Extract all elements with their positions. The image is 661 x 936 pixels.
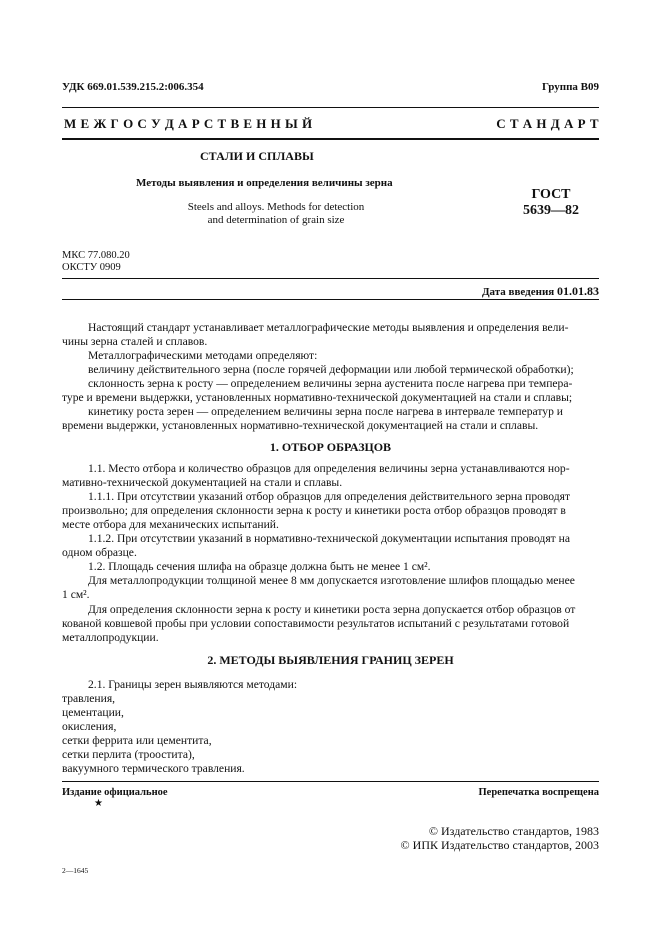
gost-number: 5639—82 [523,203,579,218]
intro-p5-line2: времени выдержки, установленных нормативно-технической документацией на стали и сплавы. [62,419,539,432]
document-title: СТАЛИ И СПЛАВЫ [200,149,314,163]
gost-label: ГОСТ [531,187,571,202]
star-icon: ★ [94,798,103,809]
s1-2b-line1: Для металлопродукции толщиной менее 8 мм допускается изготовление шлифов площадью менее [88,574,575,587]
effective-date-value: 01.01.83 [557,284,599,298]
s2-1: 2.1. Границы зерен выявляются методами: [88,678,298,691]
footer-divider [62,781,599,782]
okstu-code: ОКСТУ 0909 [62,262,121,273]
top-divider [62,107,599,108]
effective-date-label: Дата введения [481,286,555,298]
s1-1-2-line1: 1.1.2. При отсутствии указаний в нормативно-технической документации испытания проводят на [88,532,570,545]
section2-heading: 2. МЕТОДЫ ВЫЯВЛЕНИЯ ГРАНИЦ ЗЕРЕН [207,653,454,667]
date-divider [62,299,599,300]
method-item: сетки перлита (троостита), [62,748,195,761]
english-title-line2: and determination of grain size [207,214,345,226]
s1-2c-line1: Для определения склонности зерна к росту и кинетики роста зерна допускается отбор образцов от [88,603,576,616]
s1-1-1-line2: произвольно; для определения склонности зерна к росту и кинетики роста отбор образцов проводят в [62,504,566,517]
group-code: Группа В09 [541,81,599,93]
s1-2: 1.2. Площадь сечения шлифа на образце должна быть не менее 1 см². [88,560,431,573]
official-edition: Издание официальное [62,787,168,798]
intro-p5-line1: кинетику роста зерен — определением величины зерна после нагрева в интервале температур и [88,405,563,418]
copyright-1983: © Издательство стандартов, 1983 [428,824,599,838]
s1-1-2-line2: одном образце. [62,546,137,559]
s1-1-line2: мативно-технической документацией на стали и сплавы. [62,476,343,489]
udk-code: УДК 669.01.539.215.2:006.354 [62,81,204,93]
section1-heading: 1. ОТБОР ОБРАЗЦОВ [269,440,392,454]
intro-p2: Металлографическими методами определяют: [88,349,318,362]
intro-p4-line1: склонность зерна к росту — определением величины зерна аустенита после нагрева при темпера- [88,377,573,390]
reprint-notice: Перепечатка воспрещена [478,787,599,798]
english-title-line1: Steels and alloys. Methods for detection [187,201,365,213]
intro-p4-line2: туре и времени выдержки, установленных нормативно-технической документацией на стали и сплавы; [62,391,573,404]
intro-p1-line2: чины зерна сталей и сплавов. [62,335,208,348]
copyright-2003: © ИПК Издательство стандартов, 2003 [400,838,599,852]
method-item: сетки феррита или цементита, [62,734,212,747]
s1-1-1-line1: 1.1.1. При отсутствии указаний отбор образцов для определения действительного зерна проводят [88,490,571,503]
method-item: вакуумного термического травления. [62,762,245,775]
banner-standard: С Т А Н Д А Р Т [496,116,599,131]
s1-2c-line2: кованой ковшевой пробы при условии сопоставимости результатов испытаний с результатами готовой [62,617,570,630]
method-item: окисления, [62,720,117,733]
print-code: 2—1645 [62,866,89,875]
document-subtitle: Методы выявления и определения величины зерна [136,177,393,189]
intro-p1-line1: Настоящий стандарт устанавливает металлографические методы выявления и определения вели- [88,321,569,334]
classification-divider [62,278,599,279]
method-item: травления, [62,692,116,705]
s1-1-line1: 1.1. Место отбора и количество образцов для определения величины зерна устанавливаются нор- [88,462,570,475]
s1-1-1-line3: месте отбора для механических испытаний. [62,518,279,531]
method-item: цементации, [62,706,124,719]
intro-p3: величину действительного зерна (после горячей деформации или любой термической обработки); [88,363,574,376]
banner-divider [62,138,599,140]
mks-code: МКС 77.080.20 [62,250,130,261]
effective-date [482,284,599,299]
s1-2c-line3: металлопродукции. [62,631,159,644]
s1-2b-line2: 1 см². [62,588,90,601]
banner-interstate: М Е Ж Г О С У Д А Р С Т В Е Н Н Ы Й [64,116,313,131]
